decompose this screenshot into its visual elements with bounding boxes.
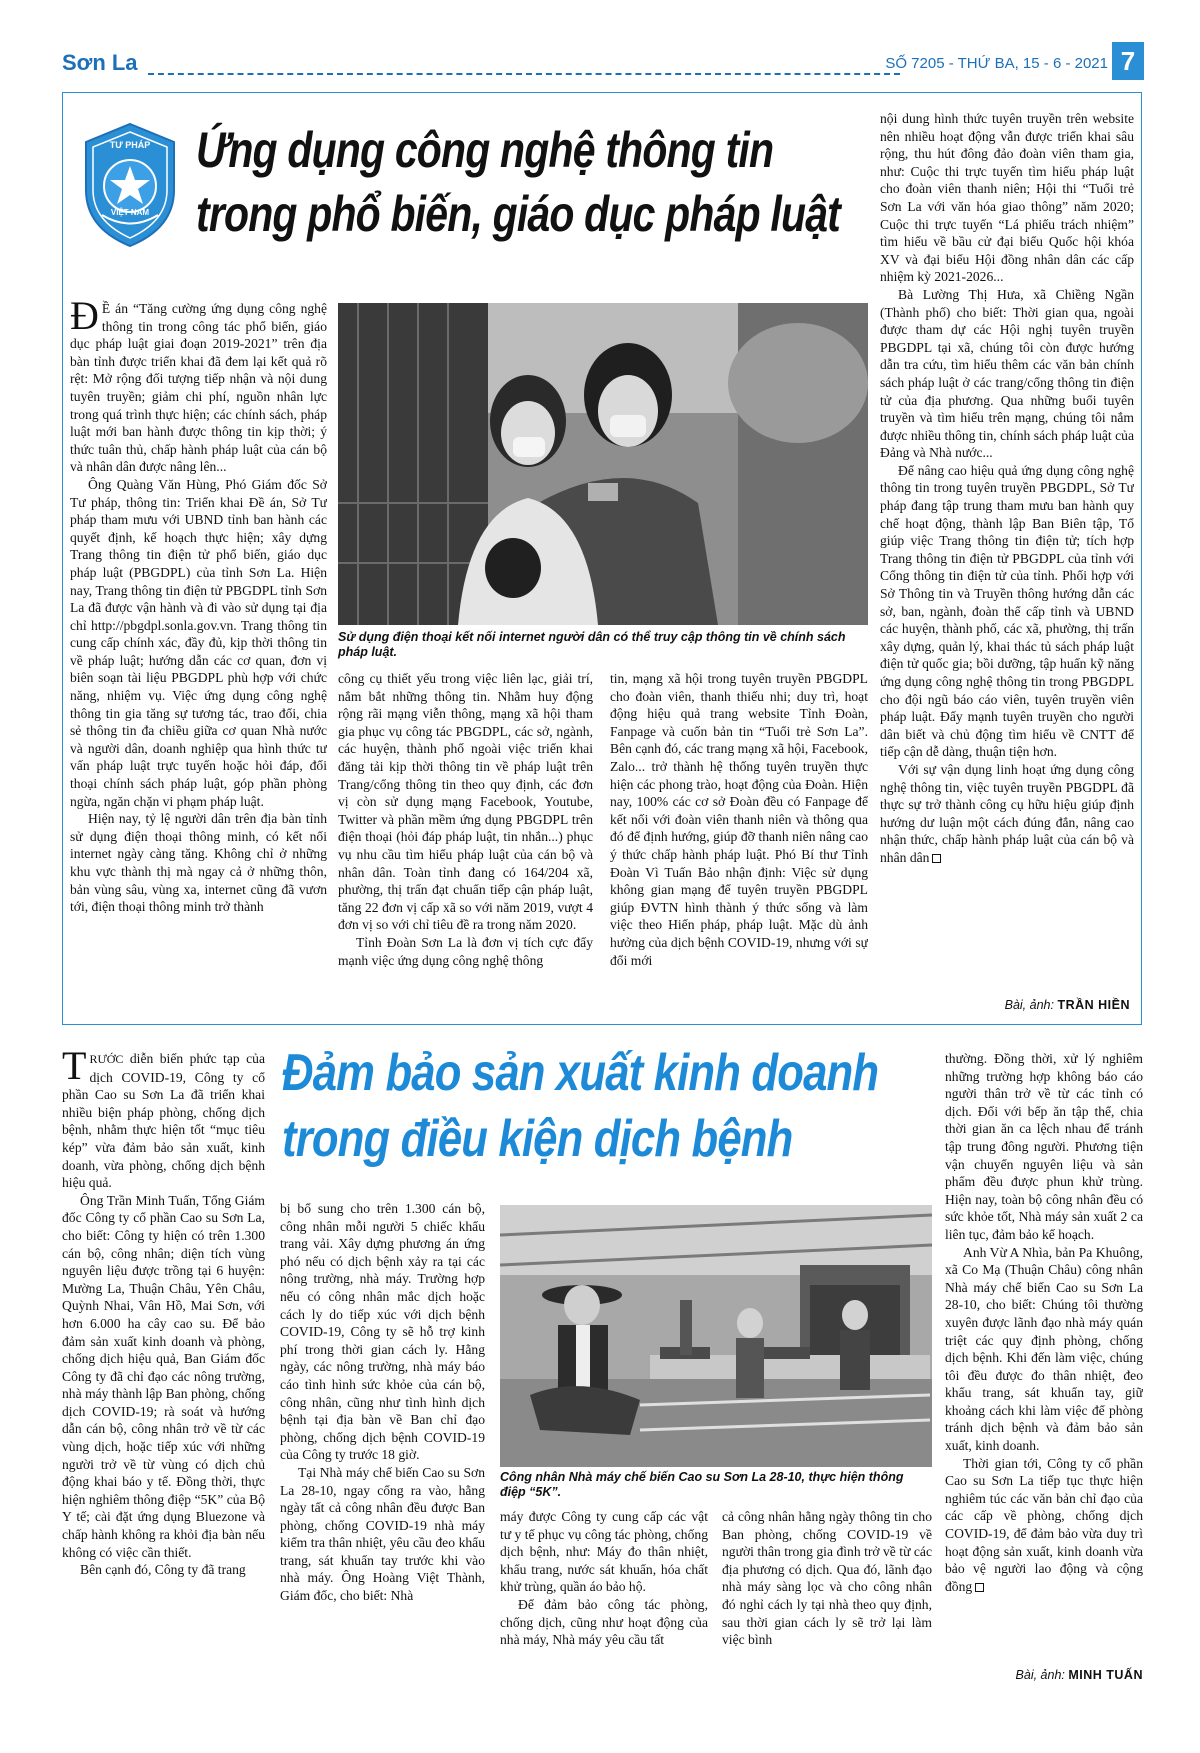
article2-paragraph: Ông Trần Minh Tuấn, Tổng Giám đốc Công ty cổ phần Cao su Sơn La, cho biết: Công ty hiện có trên 1.300 cán bộ, công nhân; diện tích vùng nguyên liệu được trồng tại 6 huyện: Mường La, Thuận Châu, Yên Châu, Quỳnh Nhai, Vân Hồ, Mai Sơn, với hơn 6.000 ha cây cao su. Để bảo đảm sản xuất kinh doanh và phòng, chống dịch hiệu quả, Ban Giám đốc Công ty đã chỉ đạo các nông trường, nhà máy thành lập Ban phòng, chống dịch COVID-19; rà soát và hướng dẫn cán bộ, công nhân trở về từ các vùng dịch, hoặc tiếp xúc với những người trở về từ vùng có dịch chủ động khai báo y tế. Đồng thời, thực hiện nghiêm thông điệp “5K” của Bộ Y tế; cài đặt ứng dụng Bluezone và chấp hành không ra khỏi địa bàn nếu không có việc cần thiết.	[62, 1192, 265, 1560]
article2-headline	[282, 1040, 879, 1172]
emblem-bottom-text: VIỆT NAM	[110, 208, 150, 217]
article2-paragraph: Bên cạnh đó, Công ty đã trang	[80, 1562, 246, 1578]
section-title: Sơn La	[62, 50, 138, 75]
article2-column-2	[280, 1200, 485, 1710]
article2-photo	[500, 1205, 932, 1467]
article1-paragraph: Đ Ề án “Tăng cường ứng dụng công nghệ thông tin trong công tác phổ biến, giáo dục pháp luật giai đoạn 2019-2021” trên địa bàn tỉnh được triển khai đã đem lại kết quả rõ rệt: Mở rộng đối tượng tiếp nhận và nội dung tuyên truyền; giảm chi phí, nguồn nhân lực trong quá trình thực hiện; các chính sách, pháp luật mới ban hành được thông tin kịp thời; ý thức tuân thủ, chấp hành pháp luật của cán bộ và nhân dân được nâng lên...	[70, 300, 327, 475]
header-rule	[148, 73, 900, 75]
article2-paragraph: cả công nhân hằng ngày thông tin cho Ban phòng, chống COVID-19 về người thân trong gia đình trở về từ các địa phương có dịch. Qua đó, lãnh đạo nhà máy sàng lọc và cho công nhân đó nghỉ cách ly tại nhà theo quy định, sau thời gian cách ly sẽ trở lại làm việc bình	[722, 1509, 932, 1648]
article1-photo	[338, 303, 868, 625]
article2-column-4	[722, 1508, 932, 1710]
article2-paragraph: bị bổ sung cho trên 1.300 cán bộ, công nhân mỗi người 5 chiếc khẩu trang vải. Xây dựng phương án ứng phó nếu có dịch bệnh xảy ra tại các nông trường, nhà máy. Trường hợp nếu có công nhân mắc dịch hoặc cách ly do tiếp xúc với dịch bệnh COVID-19, Công ty sẽ hỗ trợ kinh phí trong thời gian cách ly. Hằng ngày, các nông trường, nhà máy báo cáo tình hình sức khỏe của cán bộ, công nhân, cũng như tình hình dịch bệnh tại địa bàn về Ban chỉ đạo phòng, chống dịch bệnh COVID-19 của Công ty trước 18 giờ.	[280, 1201, 485, 1463]
article1-paragraph: tin, mạng xã hội trong tuyên truyền PBGDPL cho đoàn viên, thanh thiếu nhi; duy trì, hoạt động hiệu quả trang website Tỉnh Đoàn, Fanpage và cuốn bản tin “Tuổi trẻ Sơn La”. Bên cạnh đó, các trang mạng xã hội, Facebook, Zalo... trở thành hệ thống tuyên truyền thực hiện các phong trào, hoạt động của Đoàn. Hiện nay, 100% các cơ sở Đoàn đều có Fanpage để kết nối với đoàn viên thanh niên và thông qua đó để định hướng, giúp đỡ thanh niên nâng cao ý thức chấp hành pháp luật. Phó Bí thư Tỉnh Đoàn Vì Tuấn Bảo nhận định: Việc sử dụng không gian mạng để tuyên truyền PBGDPL giúp ĐVTN hình thành ý thức sống và làm việc theo Hiến pháp, pháp luật. Mặc dù ảnh hưởng của dịch bệnh COVID-19, nhưng với sự đổi mới	[610, 671, 868, 968]
article1-paragraph: Để nâng cao hiệu quả ứng dụng công nghệ thông tin trong tuyên truyền PBGDPL, Sở Tư pháp đang tập trung tham mưu ban hành quy chế hoạt động, thành lập Ban Biên tập, Tổ giúp việc Trang thông tin điện tử; tích hợp Trang thông tin điện tử PBGDPL của tỉnh với Cổng thông tin điện tử của tỉnh. Phối hợp với Sở Thông tin và Truyền thông hướng dẫn các sở, ban, ngành, đoàn thể cấp tỉnh và UBND các huyện, thành phố, các xã, phường, thị trấn xây dựng, quản lý, khai thác tủ sách pháp luật điện tử quốc gia; bồi dưỡng, tập huấn kỹ năng ứng dụng công nghệ thông tin trong PBGDPL cho đội ngũ báo cáo viên, tuyên truyền viên pháp luật. Đẩy mạnh tuyên truyền cho người dân biết và chủ động tìm hiểu về CNTT để tiếp cận dễ dàng, thuận tiện hơn.	[880, 462, 1134, 760]
article1-paragraph: Với sự vận dụng linh hoạt ứng dụng công nghệ thông tin, việc tuyên truyền PBGDPL đã thực sự trở thành công cụ hữu hiệu giúp định hướng dư luận một cách đúng đắn, nâng cao nhận thức, chấp hành pháp luật của cán bộ và nhân dân	[880, 761, 1134, 865]
article2-headline-line2: trong điều kiện dịch bệnh	[282, 1110, 793, 1168]
page-number: 7	[1112, 42, 1144, 80]
article1-headline	[196, 118, 841, 246]
article2-drop-cap: T	[62, 1050, 87, 1088]
article1-byline: Bài, ảnh: TRẦN HIỀN	[1004, 998, 1130, 1012]
article1-column-4	[880, 110, 1134, 996]
end-mark-icon	[932, 854, 941, 863]
article1-column-2	[338, 670, 593, 1012]
article2-column-3	[500, 1508, 708, 1710]
emblem-top-text: TƯ PHÁP	[109, 140, 151, 150]
article2-byline: Bài, ảnh: MINH TUẤN	[1015, 1668, 1143, 1682]
article2-photo-caption: Công nhân Nhà máy chế biến Cao su Sơn La 28-10, thực hiện thông điệp “5K”.	[500, 1470, 904, 1499]
article2-paragraph: Anh Vừ A Nhìa, bản Pa Khuông, xã Co Mạ (Thuận Châu) công nhân Nhà máy chế biến Cao su Sơn La 28-10, cho biết: Chúng tôi thường xuyên được lãnh đạo nhà máy quán triệt các quy định phòng, chống dịch bệnh. Khi đến làm việc, chúng tôi đều được đo thân nhiệt, đeo khẩu trang, sát khuẩn tay, giữ khoảng cách khi làm việc để phòng tránh dịch bệnh và đảm bảo sản xuất, kinh doanh.	[945, 1244, 1143, 1454]
article1-paragraph: Hiện nay, tỷ lệ người dân trên địa bàn tỉnh sử dụng điện thoại thông minh, có kết nối internet ngày càng tăng. Không chỉ ở những khu vực thành thị mà ngay cả ở những thôn, bản vùng sâu, vùng xa, internet cũng đã vươn tới, điện thoại thông minh trở thành	[70, 811, 327, 915]
article1-column-1	[70, 300, 327, 1012]
article1-paragraph: Bà Lường Thị Hưa, xã Chiềng Ngần (Thành phố) cho biết: Thời gian qua, ngoài được tham dự các Hội nghị tuyên truyền PBGDPL tại xã, chúng tôi còn được hướng dẫn tra cứu, tìm hiểu thêm các văn bản chính sách pháp luật ở các trang/cổng thông tin điện tử của địa phương. Qua những buổi tuyên truyền và tìm hiểu trên mạng, chúng tôi nắm được nhiều thông tin, chính sách pháp luật của Đảng và Nhà nước...	[880, 286, 1134, 461]
issue-info: SỐ 7205 - THỨ BA, 15 - 6 - 2021	[885, 55, 1108, 72]
article2-paragraph: Thời gian tới, Công ty cổ phần Cao su Sơn La tiếp tục thực hiện nghiêm túc các văn bản chỉ đạo của các cấp về phòng, chống dịch COVID-19, để đảm bảo vừa duy trì hoạt động sản xuất, kinh doanh vừa bảo vệ người lao động và cộng đồng	[945, 1455, 1143, 1594]
article1-photo-caption: Sử dụng điện thoại kết nối internet người dân có thể truy cập thông tin về chính sách pháp luật.	[338, 630, 846, 659]
article2-paragraph: thường. Đồng thời, xử lý nghiêm những trường hợp không báo cáo người thân trở về từ các tỉnh có dịch. Đối với bếp ăn tập thể, chia thời gian ăn ca lệch nhau để tránh tập trung đông người. Phương tiện vận chuyển nguyên liệu và sản phẩm đều được phun khử trùng. Hiện nay, toàn bộ công nhân đều có sức khỏe tốt, Nhà máy sản xuất 2 ca liên tục, đảm bảo kế hoạch.	[945, 1051, 1143, 1242]
article1-headline-line2: trong phổ biến, giáo dục pháp luật	[196, 186, 841, 242]
article2-paragraph: Tại Nhà máy chế biến Cao su Sơn La 28-10, ngay cổng ra vào, hằng ngày tất cả công nhân đều được Ban phòng, chống COVID-19 nhà máy kiểm tra thân nhiệt, yêu cầu đeo khẩu trang, sát khuẩn tay trước khi vào nhà máy. Ông Hoàng Việt Thành, Giám đốc, cho biết: Nhà	[280, 1464, 485, 1604]
article1-column-3	[610, 670, 868, 1012]
article1-paragraph: Ông Quàng Văn Hùng, Phó Giám đốc Sở Tư pháp, thông tin: Triển khai Đề án, Sở Tư pháp tham mưu với UBND tỉnh ban hành các quyết định, kế hoạch thực hiện; xây dựng Trang thông tin điện tử phổ biến, giáo dục pháp luật (PBGDPL) của tỉnh Sơn La. Hiện nay, Trang thông tin điện tử PBGDPL tỉnh Sơn La đã được vận hành và đi vào sử dụng tại địa chỉ http://pbgdpl.sonla.gov.vn. Trang thông tin cung cấp chính xác, đầy đủ, kịp thời thông tin về pháp luật; hướng dẫn các cơ quan, đơn vị biên soạn tài liệu PBGDPL phù hợp với chức năng, nhiệm vụ. Việc ứng dụng công nghệ thông tin gia tăng sự tương tác, trao đổi, chia sẻ thông tin đa chiều giữa cơ quan Nhà nước và người dân, doanh nghiệp qua hình thức tư vấn pháp luật trực tuyến hoặc hỏi đáp, đối thoại chính sách pháp luật, góp phần phòng ngừa, ngăn chặn vi phạm pháp luật.	[70, 476, 327, 809]
article2-column-1	[62, 1050, 265, 1710]
article1-paragraph: nội dung hình thức tuyên truyền trên website nên nhiều hoạt động vẫn được triển khai sâu rộng, thu hút đông đảo đoàn viên tham gia, như: Cuộc thi trực tuyến tìm hiểu pháp luật cho đoàn viên thanh niên; Hội thi “Tuổi trẻ Sơn La với văn hóa giao thông” năm 2020; Cuộc thi trực tuyến “Lá phiếu trách nhiệm” tìm hiểu về bầu cử đại biểu Quốc hội khóa XV và đại biểu Hội đồng nhân dân các cấp nhiệm kỳ 2021-2026...	[880, 111, 1134, 285]
article1-drop-cap: Đ	[70, 300, 99, 338]
article2-column-5	[945, 1050, 1143, 1662]
article2-paragraph: TRƯỚC diễn biến phức tạp của dịch COVID-19, Công ty cổ phần Cao su Sơn La đã triển khai nhiều biện pháp phòng, chống dịch bệnh, nhằm thực hiện tốt “mục tiêu kép” vừa đảm bảo sản xuất, kinh doanh, vừa phòng, chống dịch bệnh hiệu quả.	[62, 1050, 265, 1191]
article1-paragraph: công cụ thiết yếu trong việc liên lạc, giải trí, nắm bắt những thông tin. Nhằm huy động rộng rãi mạng viễn thông, mạng xã hội tham gia phục vụ công tác PBGDPL, các sở, ngành, các huyện, thành phố ngoài việc triển khai đăng tải kịp thời thông tin về pháp luật trên Trang/cổng thông tin theo quy định, các đơn vị còn sử dụng mạng Facebook, Youtube, Twitter và phần mềm ứng dụng PBGDPL trên điện thoại (hỏi đáp pháp luật, tin nhắn...) phục vụ nhu cầu tìm hiểu pháp luật của cán bộ và nhân dân. Toàn tỉnh đang có 164/204 xã, phường, thị trấn đạt chuẩn tiếp cận pháp luật, tăng 22 đơn vị cấp xã so với năm 2019, vượt 4 đơn vị so với chỉ tiêu đề ra trong năm 2020.	[338, 671, 593, 933]
article2-headline-line1: Đảm bảo sản xuất kinh doanh	[282, 1044, 879, 1102]
end-mark-icon	[975, 1583, 984, 1592]
article2-paragraph: máy được Công ty cung cấp các vật tư y tế phục vụ công tác phòng, chống dịch bệnh, như: Máy đo thân nhiệt, khẩu trang, nước sát khuẩn, hóa chất khử trùng, quần áo bảo hộ.	[500, 1509, 708, 1595]
article1-headline-line1: Ứng dụng công nghệ thông tin	[196, 122, 774, 178]
article2-paragraph: Để đảm bảo công tác phòng, chống dịch, cũng như hoạt động của nhà máy, Nhà máy yêu cầu tất	[500, 1596, 708, 1648]
article1-paragraph: Tỉnh Đoàn Sơn La là đơn vị tích cực đẩy mạnh việc ứng dụng công nghệ thông	[338, 934, 593, 968]
